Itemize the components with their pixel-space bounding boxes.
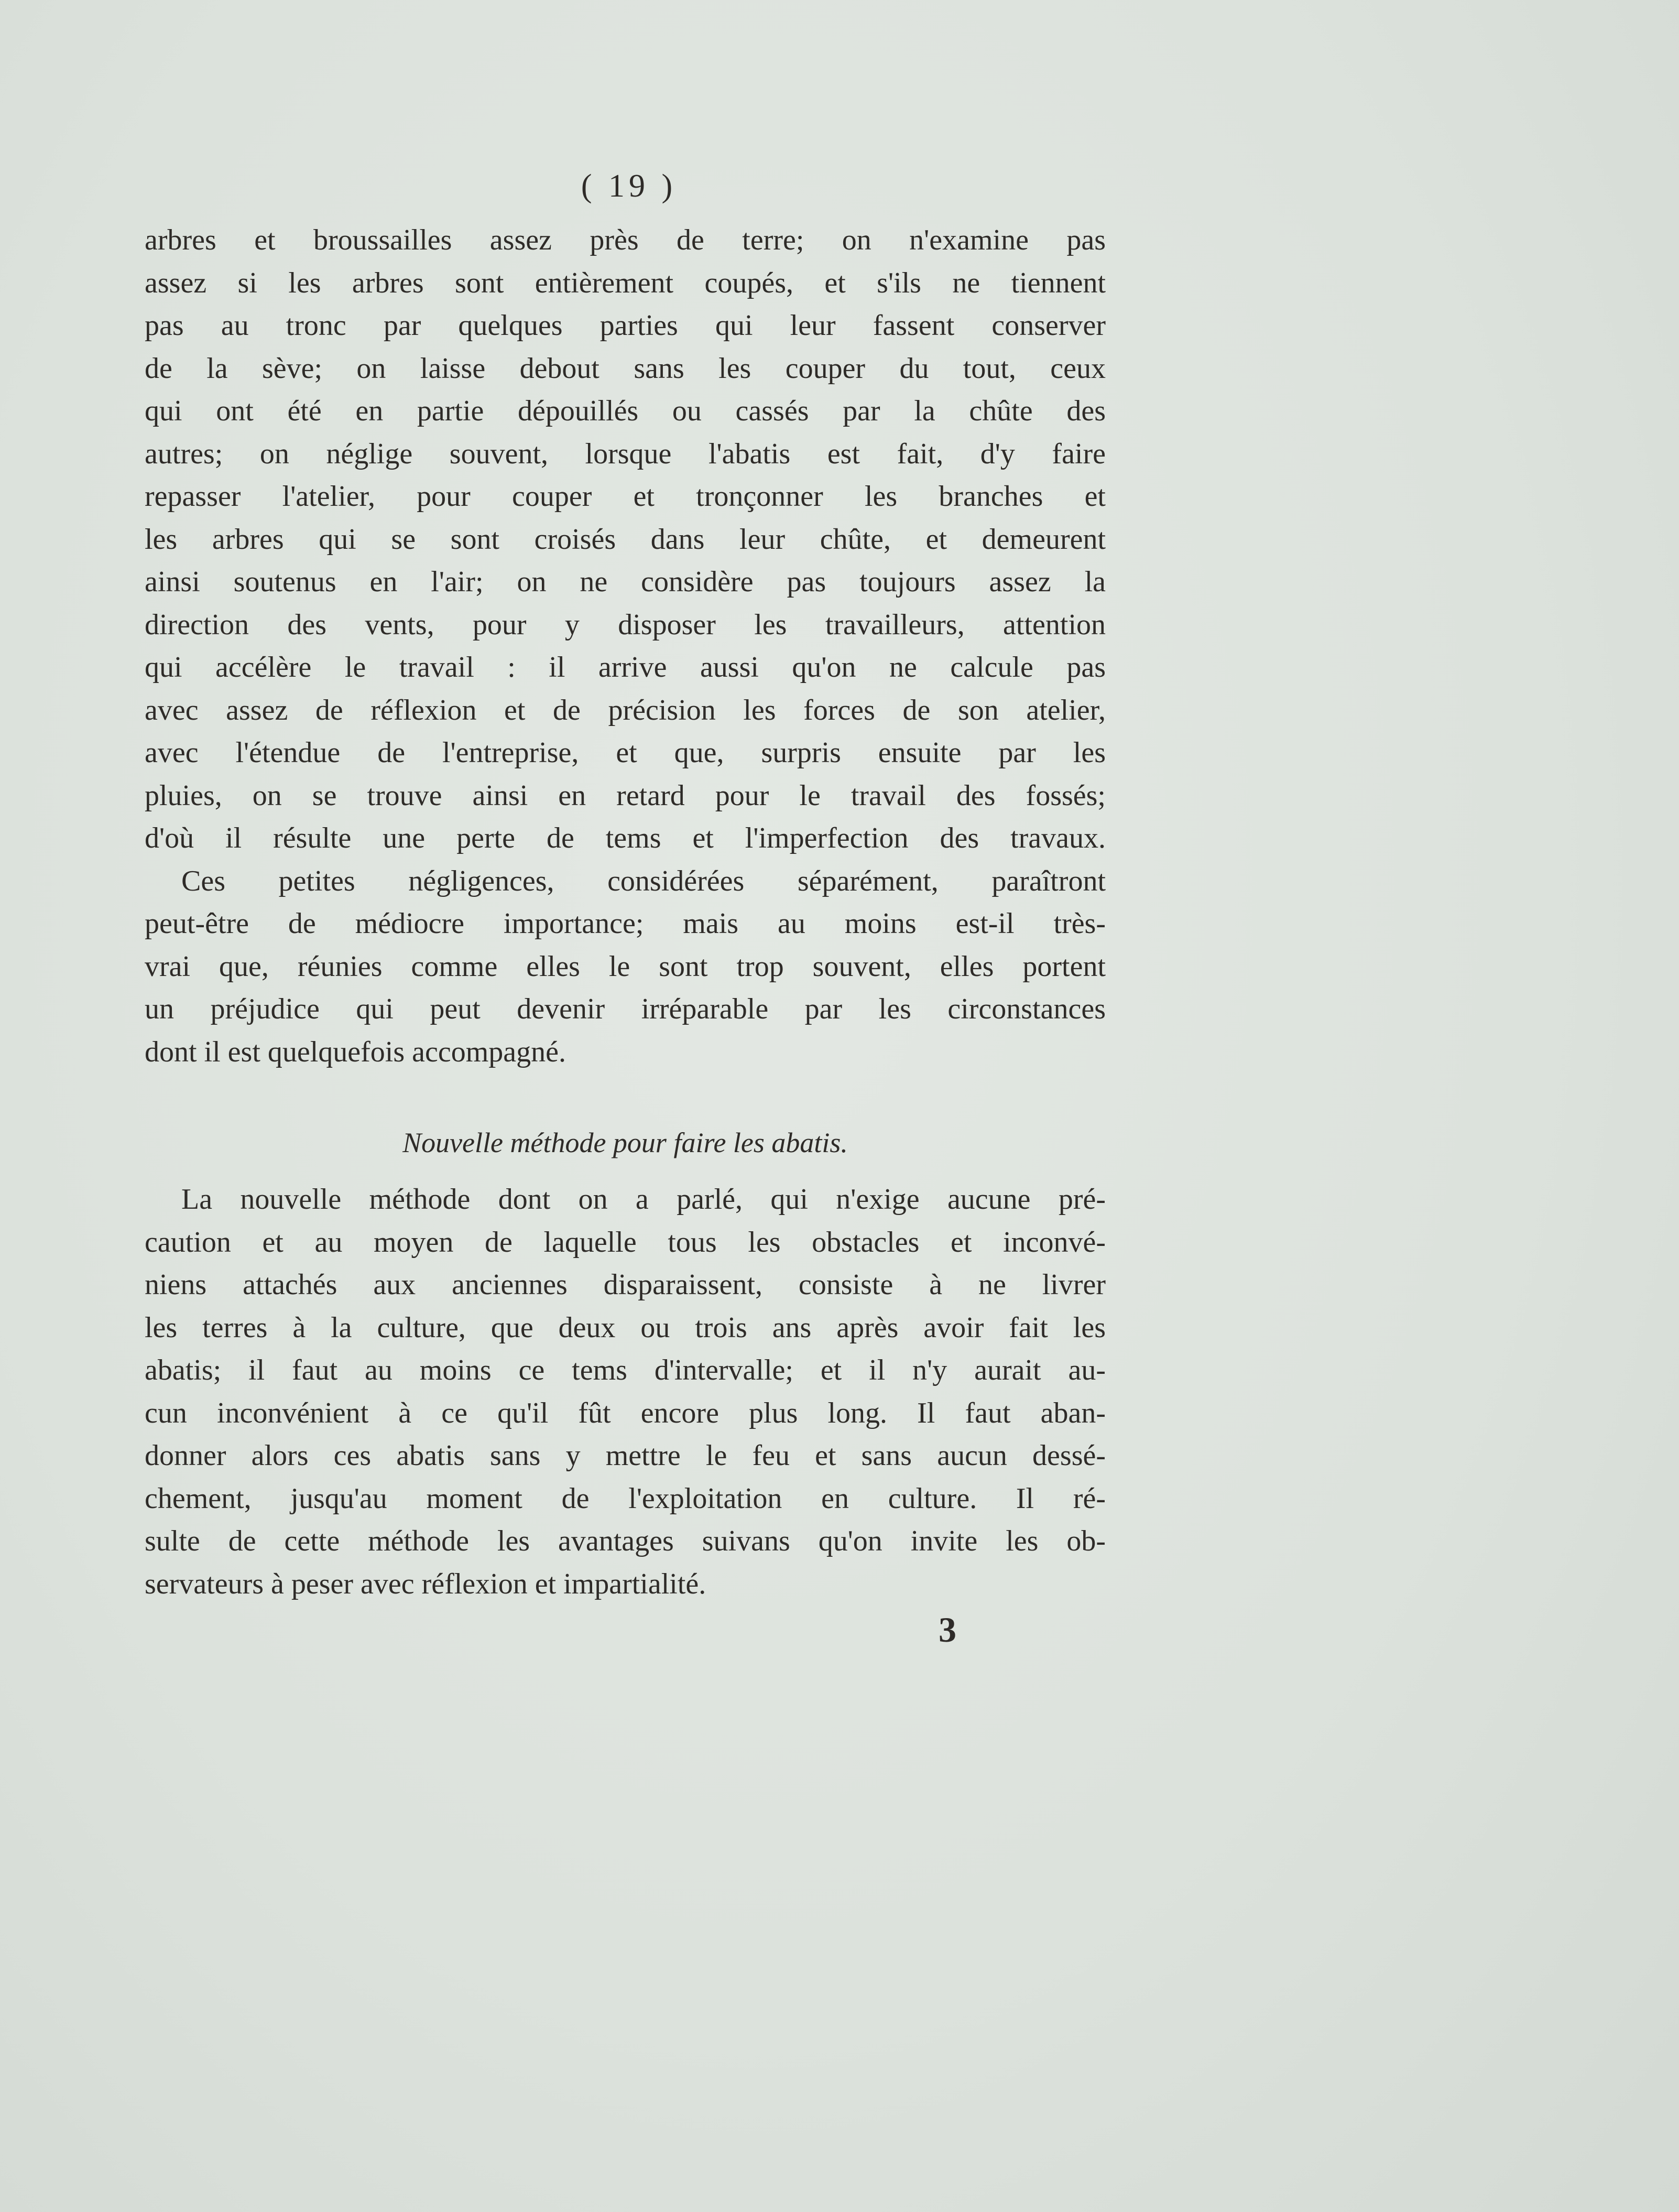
text-line: pluies, on se trouve ainsi en retard pour le travail des fossés; <box>145 779 1106 812</box>
text-line: caution et au moyen de laquelle tous les obstacles et inconvé- <box>145 1226 1106 1259</box>
section-heading: Nouvelle méthode pour faire les abatis. <box>402 1127 848 1158</box>
text-line: qui accélère le travail : il arrive aussi qu'on ne calcule pas <box>145 651 1106 684</box>
text-line: donner alors ces abatis sans y mettre le feu et sans aucun dessé- <box>145 1439 1106 1472</box>
text-line: les terres à la culture, que deux ou trois ans après avoir fait les <box>145 1311 1106 1344</box>
text-line: arbres et broussailles assez près de terre; on n'examine pas <box>145 224 1106 256</box>
text-line: ainsi soutenus en l'air; on ne considère pas toujours assez la <box>145 566 1106 598</box>
text-line: Ces petites négligences, considérées séparément, paraîtront <box>181 864 1106 897</box>
text-line: abatis; il faut au moins ce tems d'intervalle; et il n'y aurait au- <box>145 1354 1106 1386</box>
text-line: pas au tronc par quelques parties qui leur fassent conserver <box>145 309 1106 342</box>
text-line: chement, jusqu'au moment de l'exploitation en culture. Il ré- <box>145 1482 1106 1515</box>
text-line: avec assez de réflexion et de précision les forces de son atelier, <box>145 693 1106 727</box>
text-line: assez si les arbres sont entièrement coupés, et s'ils ne tiennent <box>145 266 1106 299</box>
text-line: sulte de cette méthode les avantages suivans qu'on invite les ob- <box>145 1525 1106 1557</box>
text-line: de la sève; on laisse debout sans les couper du tout, ceux <box>145 352 1106 385</box>
text-line: cun inconvénient à ce qu'il fût encore plus long. Il faut aban- <box>145 1396 1106 1429</box>
signature-mark: 3 <box>939 1610 956 1650</box>
text-line: d'où il résulte une perte de tems et l'imperfection des travaux. <box>145 822 1106 854</box>
paragraph-1 <box>145 219 1106 1074</box>
text-line: servateurs à peser avec réflexion et impartialité. <box>145 1567 706 1600</box>
text-line: niens attachés aux anciennes disparaissent, consiste à ne livrer <box>145 1268 1106 1301</box>
text-line: avec l'étendue de l'entreprise, et que, surpris ensuite par les <box>145 736 1106 769</box>
text-line: repasser l'atelier, pour couper et tronçonner les branches et <box>145 480 1106 513</box>
page-number: ( 19 ) <box>581 168 677 204</box>
text-line: un préjudice qui peut devenir irréparable par les circonstances <box>145 993 1106 1025</box>
text-line: dont il est quelquefois accompagné. <box>145 1035 566 1068</box>
text-line: vrai que, réunies comme elles le sont trop souvent, elles portent <box>145 950 1106 983</box>
text-line: peut-être de médiocre importance; mais au moins est-il très- <box>145 907 1106 940</box>
text-line: les arbres qui se sont croisés dans leur chûte, et demeurent <box>145 523 1106 556</box>
text-line: direction des vents, pour y disposer les travailleurs, attention <box>145 608 1106 641</box>
text-line: qui ont été en partie dépouillés ou cassés par la chûte des <box>145 395 1106 427</box>
text-line: autres; on néglige souvent, lorsque l'abatis est fait, d'y faire <box>145 437 1106 470</box>
paragraph-2 <box>145 1178 1106 1606</box>
text-line: La nouvelle méthode dont on a parlé, qui n'exige aucune pré- <box>181 1183 1106 1216</box>
